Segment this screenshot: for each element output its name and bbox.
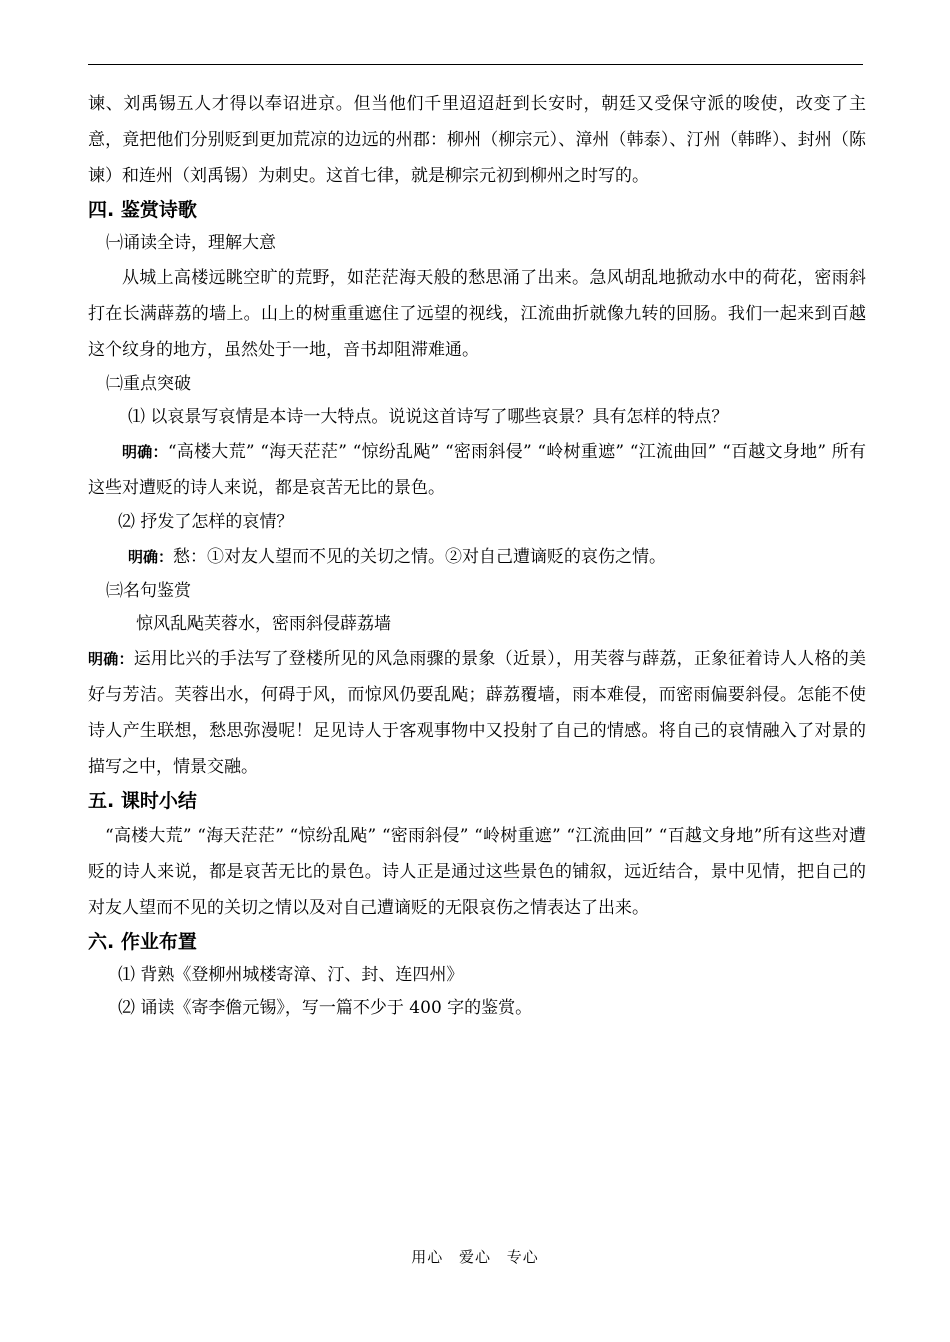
summary-paragraph: “高楼大荒” “海天茫茫” “惊纷乱飐” “密雨斜侵” “岭树重遮” “江流曲回” “百越文身地”所有这些对遭贬的诗人来说，都是哀苦无比的景色。诗人正是通过这些景色的铺叙，远近结合，景中见情，把自己的对友人望而不见的关切之情以及对自己遭谪贬的无限哀伤之情表达了出来。 [88,826,866,918]
question-2: ⑵ 抒发了怎样的哀情？ [118,512,294,532]
answer-1-text: “高楼大荒” “海天茫茫” “惊纷乱飐” “密雨斜侵” “岭树重遮” “江流曲回” “百越文身地” 所有这些对遭贬的诗人来说，都是哀苦无比的景色。 [88,442,866,498]
page-footer: 用心 爱心 专心 [411,1248,539,1266]
famous-lines-quote: 惊风乱飐芙蓉水，密雨斜侵薜荔墙 [136,614,391,634]
answer-label: 明确： [122,443,168,461]
subheading-famous-lines: ㈢名句鉴赏 [106,581,191,601]
section-heading-summary: 五. 课时小结 [88,790,197,812]
question-1: ⑴ 以哀景写哀情是本诗一大特点。说说这首诗写了哪些哀景？具有怎样的特点？ [128,407,729,427]
answer-label: 明确： [88,650,134,668]
answer-2 [88,539,866,575]
homework-item-2: ⑵ 诵读《寄李儋元锡》，写一篇不少于 400 字的鉴赏。 [118,998,533,1018]
answer-2-text: 愁：①对友人望而不见的关切之情。②对自己遭谪贬的哀伤之情。 [173,547,667,567]
subheading-key-points: ㈡重点突破 [106,374,191,394]
answer-3 [88,641,866,785]
header-rule [88,64,863,65]
homework-item-1: ⑴ 背熟《登柳州城楼寄漳、汀、封、连四州》 [118,965,464,985]
document-body [88,86,866,1025]
section-heading-appreciation: 四. 鉴赏诗歌 [88,199,197,221]
poem-paraphrase: 从城上高楼远眺空旷的荒野，如茫茫海天般的愁思涌了出来。急风胡乱地掀动水中的荷花，密雨斜打在长满薜荔的墙上。山上的树重重遮住了远望的视线，江流曲折就像九转的回肠。我们一起来到百越这个纹身的地方，虽然处于一地，音书却阻滞难通。 [88,268,866,360]
section-heading-homework: 六. 作业布置 [88,931,197,953]
answer-label: 明确： [128,548,174,566]
subheading-read-poem: ㈠诵读全诗，理解大意 [106,233,276,253]
answer-1 [88,434,866,506]
intro-paragraph: 谏、刘禹锡五人才得以奉诏进京。但当他们千里迢迢赶到长安时，朝廷又受保守派的唆使，改变了主意，竟把他们分别贬到更加荒凉的边远的州郡：柳州（柳宗元）、漳州（韩泰）、汀州（韩晔）、封州（陈谏）和连州（刘禹锡）为刺史。这首七律，就是柳宗元初到柳州之时写的。 [88,94,866,186]
answer-3-text: 运用比兴的手法写了登楼所见的风急雨骤的景象（近景），用芙蓉与薜荔，正象征着诗人人格的美好与芳洁。芙蓉出水，何碍于风，而惊风仍要乱飐；薜荔覆墙，雨本难侵，而密雨偏要斜侵。怎能不使诗人产生联想，愁思弥漫呢！足见诗人于客观事物中又投射了自己的情感。将自己的哀情融入了对景的描写之中，情景交融。 [88,649,866,777]
